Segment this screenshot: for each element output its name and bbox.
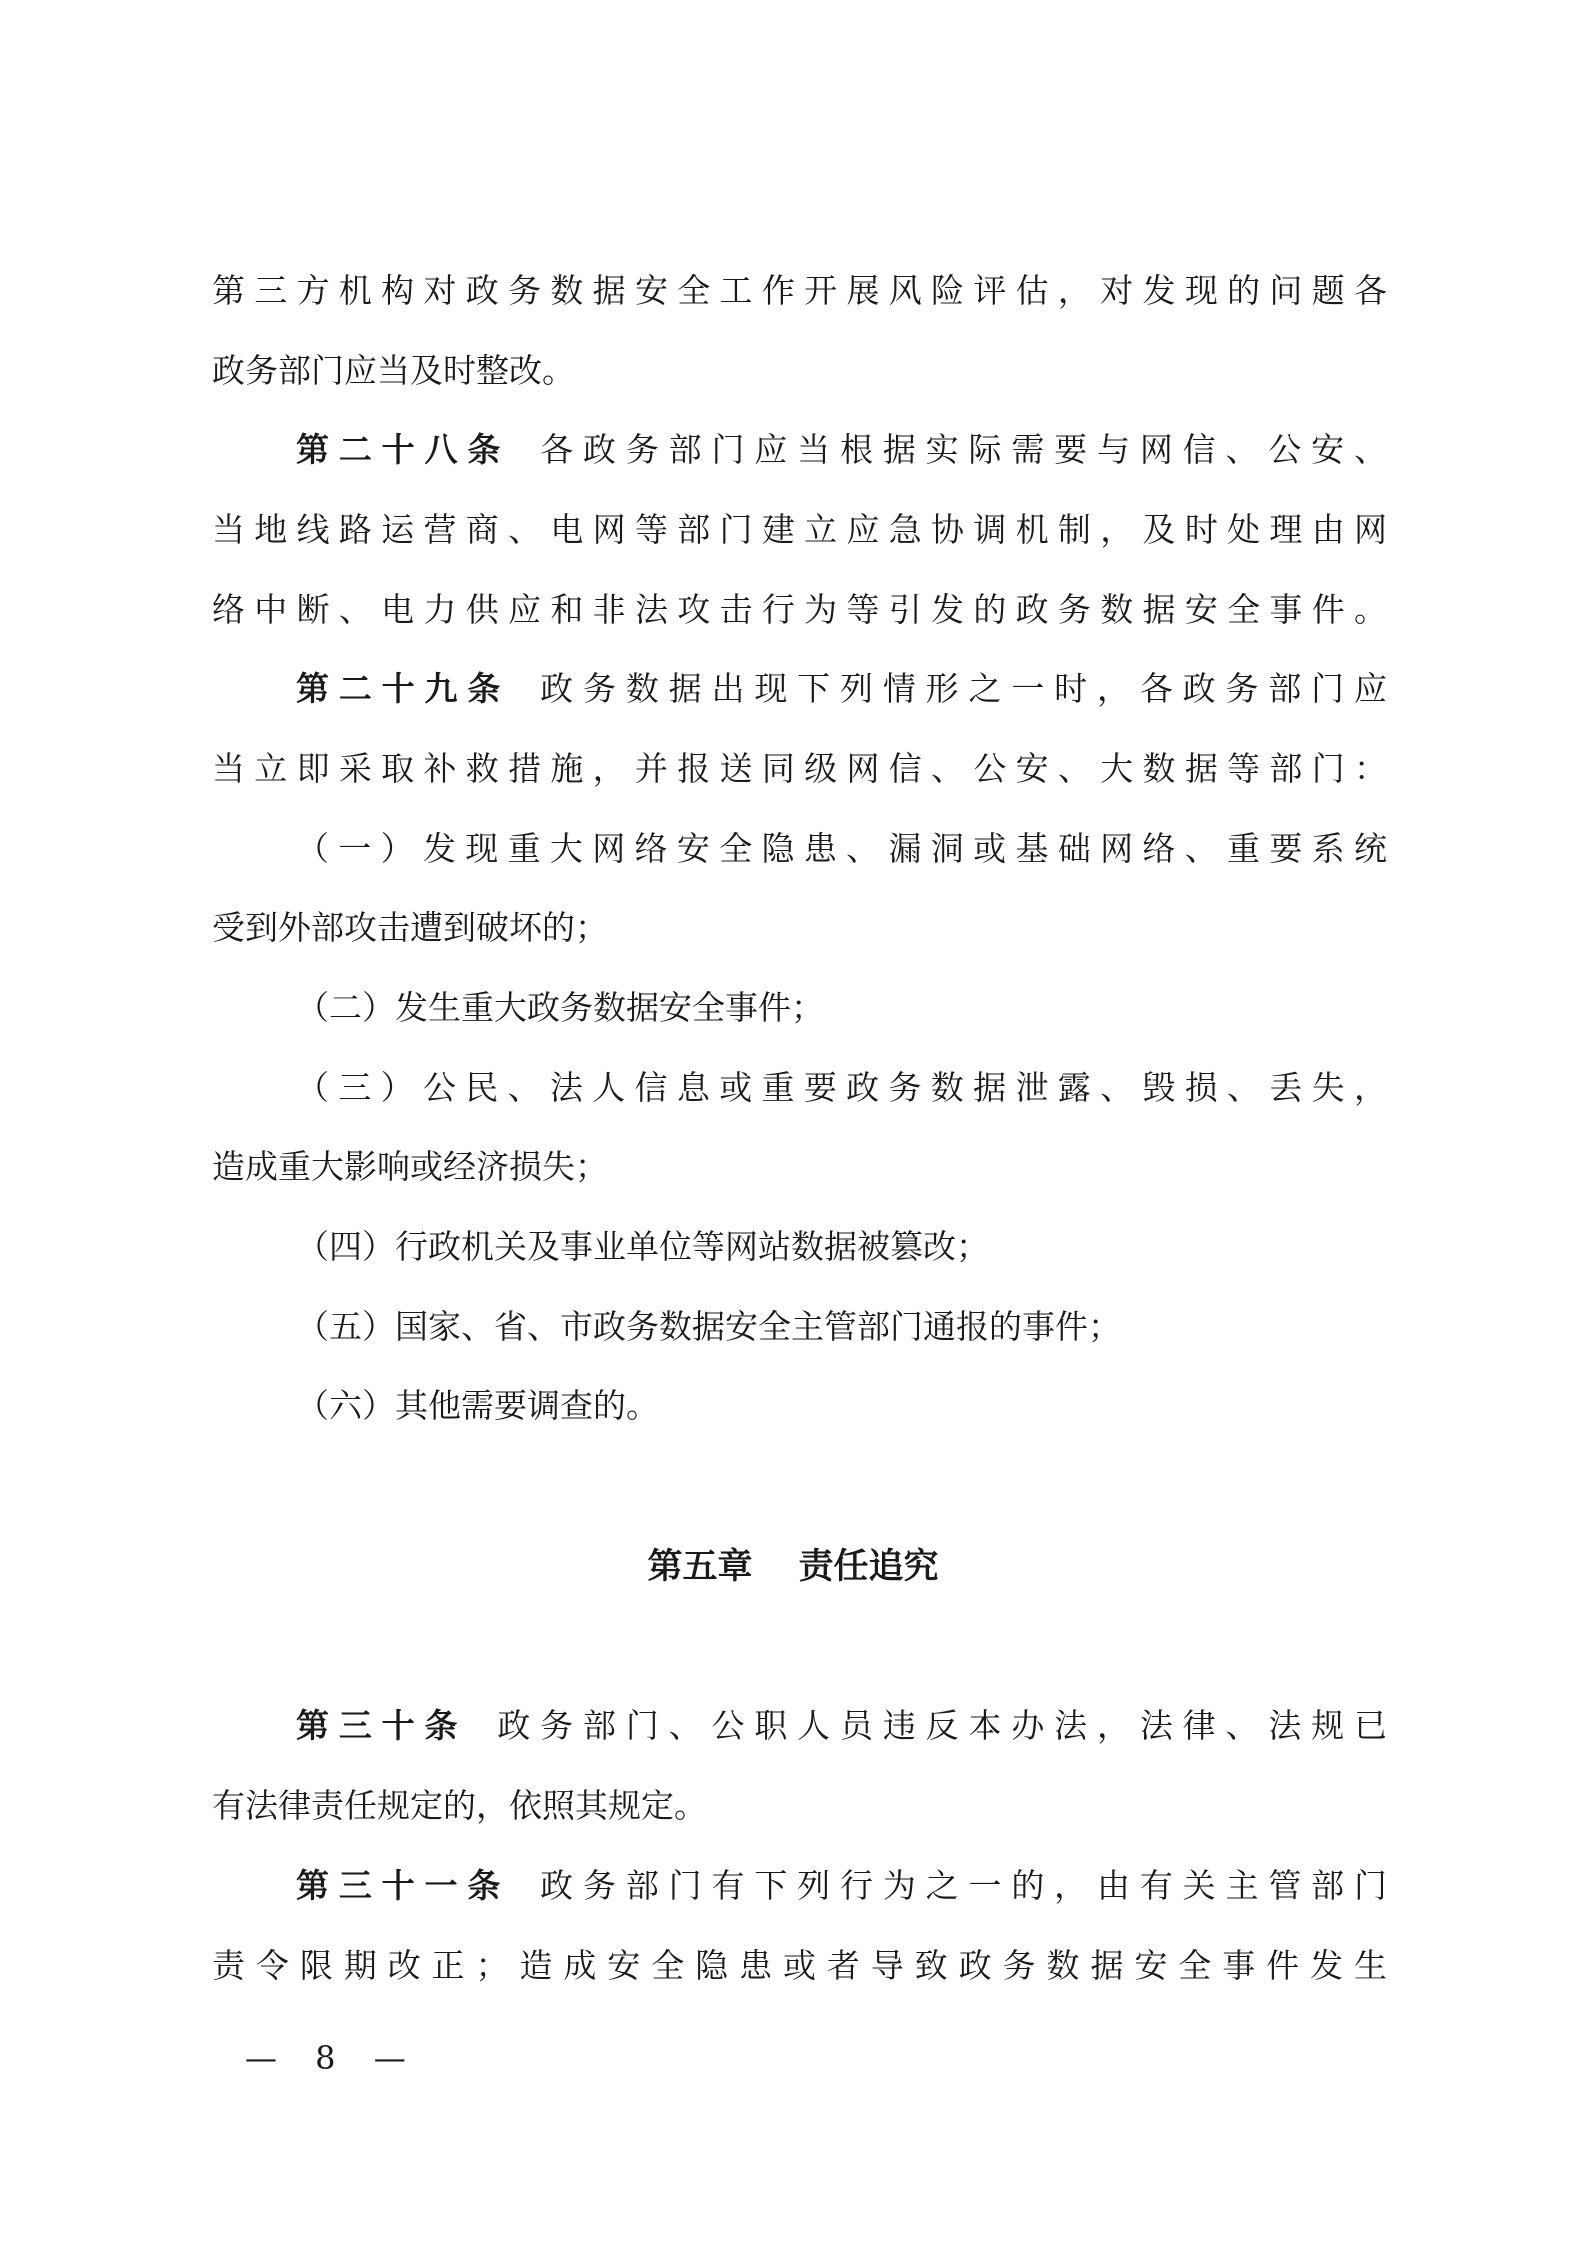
article-29-line — [296, 649, 1387, 729]
text-line: 责令限期改正；造成安全隐患或者导致政务数据安全事件发生 — [212, 1946, 1387, 1985]
article-text: 政务部门、公职人员违反本办法，法律、法规已 — [497, 1706, 1388, 1745]
chapter-number: 第五章 — [647, 1547, 753, 1587]
text-line: 造成重大影响或经济损失； — [212, 1147, 608, 1186]
article-text: 政务数据出现下列情形之一时，各政务部门应 — [540, 669, 1388, 708]
article-title: 第二十八条 — [296, 430, 511, 469]
article-text: 各政务部门应当根据实际需要与网信、公安、 — [540, 430, 1388, 469]
list-item: （四）行政机关及事业单位等网站数据被篡改； — [296, 1227, 989, 1266]
text-line: 当立即采取补救措施，并报送同级网信、公安、大数据等部门： — [212, 749, 1387, 788]
text-line: 有法律责任规定的，依照其规定。 — [212, 1786, 707, 1825]
text-line: 政务部门应当及时整改。 — [212, 351, 575, 390]
chapter-heading — [0, 1527, 1586, 1607]
text-line: 第三方机构对政务数据安全工作开展风险评估，对发现的问题各 — [212, 271, 1387, 310]
article-30-line — [296, 1686, 1387, 1766]
text-line: 受到外部攻击遭到破坏的； — [212, 908, 608, 947]
chapter-title: 责任追究 — [798, 1547, 939, 1587]
list-item: （一）发现重大网络安全隐患、漏洞或基础网络、重要系统 — [296, 829, 1387, 868]
article-title: 第三十一条 — [296, 1866, 511, 1905]
article-title: 第二十九条 — [296, 669, 511, 708]
text-line: 当地线路运营商、电网等部门建立应急协调机制，及时处理由网 — [212, 510, 1387, 549]
list-item: （三）公民、法人信息或重要政务数据泄露、毁损、丢失， — [296, 1068, 1387, 1107]
article-title: 第三十条 — [296, 1706, 468, 1745]
text-line: 络中断、电力供应和非法攻击行为等引发的政务数据安全事件。 — [212, 590, 1387, 629]
page-number: — 8 — — [245, 2039, 420, 2077]
list-item: （二）发生重大政务数据安全事件； — [296, 988, 824, 1027]
article-28-line — [296, 410, 1387, 490]
article-31-line — [296, 1846, 1387, 1926]
list-item: （六）其他需要调查的。 — [296, 1386, 659, 1425]
list-item: （五）国家、省、市政务数据安全主管部门通报的事件； — [296, 1307, 1121, 1346]
article-text: 政务部门有下列行为之一的，由有关主管部门 — [540, 1866, 1388, 1905]
